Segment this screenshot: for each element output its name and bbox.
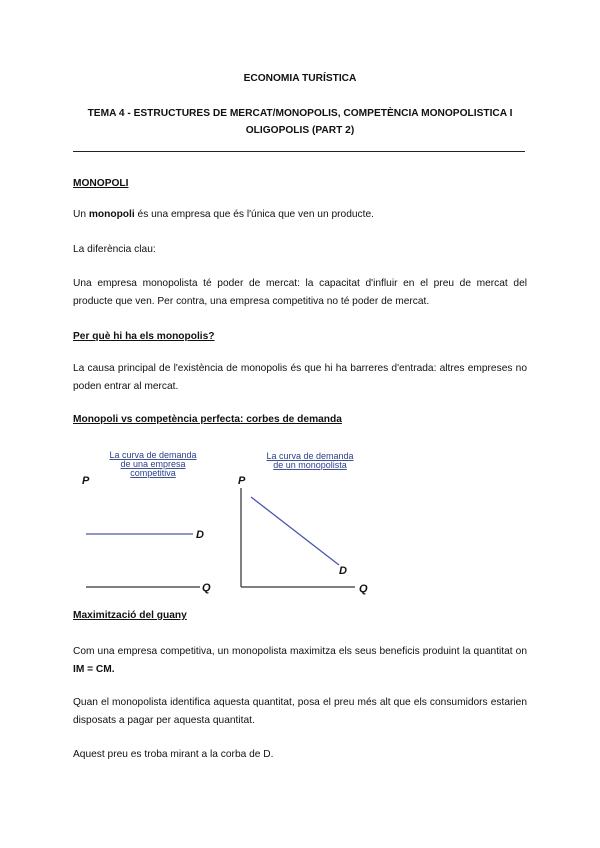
document-title: ECONOMIA TURÍSTICA: [243, 73, 357, 84]
heading-profit-max: Maximització del guany: [73, 610, 187, 621]
left-caption-line: La curva de demanda: [109, 450, 197, 460]
text: Un: [73, 209, 89, 220]
profit-max-paragraph: [73, 643, 527, 678]
left-axis-p: P: [82, 475, 90, 487]
key-difference-label: La diferència clau:: [73, 244, 156, 255]
right-axis-p: P: [238, 475, 246, 487]
key-difference-paragraph: Una empresa monopolista té poder de mercat: la capacitat d'influir en el preu de mercat del producte que ven. Per contra, una empresa competitiva no té poder de mercat.: [73, 278, 527, 307]
demand-curve-paragraph: Aquest preu es troba mirant a la corba de D.: [73, 749, 274, 760]
left-caption-line: competitiva: [130, 468, 176, 478]
text: Com una empresa competitiva, un monopolista maximitza els seus beneficis produint la quantitat on: [73, 646, 527, 657]
right-caption-line: de un monopolista: [273, 460, 347, 470]
right-caption-line: La curva de demanda: [266, 451, 354, 461]
document-subtitle: TEMA 4 - ESTRUCTURES DE MERCAT/MONOPOLIS, COMPETÈNCIA MONOPOLISTICA I OLIGOPOLIS (PART 2): [87, 108, 513, 136]
right-axis-q: Q: [359, 583, 368, 595]
price-paragraph: Quan el monopolista identifica aquesta quantitat, posa el preu més alt que els consumidors estarien disposats a pagar per aquesta quantitat.: [73, 697, 527, 726]
left-axis-q: Q: [202, 582, 211, 594]
heading-monopoli: MONOPOLI: [73, 178, 129, 189]
bold-term: IM = CM.: [73, 663, 115, 675]
left-caption-line: de una empresa: [120, 459, 186, 469]
left-curve-d: D: [196, 529, 204, 541]
heading-demand-curves: Monopoli vs competència perfecta: corbes de demanda: [73, 414, 342, 425]
right-demand-line: [251, 497, 339, 565]
right-curve-d: D: [339, 565, 347, 577]
heading-why-monopolies: Per què hi ha els monopolis?: [73, 331, 215, 342]
barriers-paragraph: La causa principal de l'existència de monopolis és que hi ha barreres d'entrada: altres empreses no poden entrar al mercat.: [73, 363, 527, 392]
text: és una empresa que és l'única que ven un producte.: [134, 209, 374, 220]
bold-term: monopoli: [88, 209, 135, 220]
